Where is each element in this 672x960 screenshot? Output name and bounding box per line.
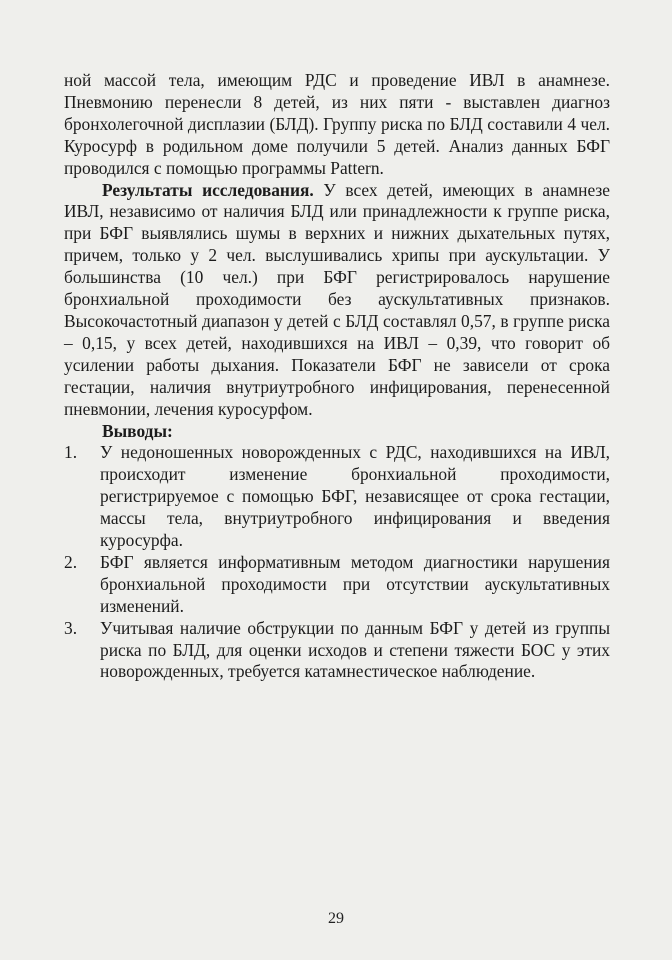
conclusions-list [64,442,610,683]
conclusion-item [64,552,610,618]
intro-paragraph: ной массой тела, имеющим РДС и проведение ИВЛ в анамнезе. Пневмонию перенесли 8 детей, из них пяти - выставлен диагноз бронхолегочной дисплазии (БЛД). Группу риска по БЛД составили 4 чел. Куросурф в родильном доме получили 5 детей. Анализ данных БФГ проводился с помощью программы Pattern. [64,70,610,178]
page-body [64,70,610,683]
results-paragraph [64,180,610,421]
conclusion-number: 1. [64,442,78,463]
conclusion-number: 3. [64,617,78,638]
results-heading: Результаты исследования. [102,179,314,200]
results-text: У всех детей, имеющих в анамнезе ИВЛ, независимо от наличия БЛД или принадлежности к группе риска, при БФГ выявлялись шумы в верхних и нижних дыхательных путях, причем, только у 2 чел. выслушивались хрипы при аускультации. У большинства (10 чел.) при БФГ регистрировалось нарушение бронхиальной проходимости без аускультативных признаков. Высокочастотный диапазон у детей с БЛД составлял 0,57, в группе риска – 0,15, у всех детей, находившихся на ИВЛ – 0,39, что говорит об усилении работы дыхания. Показатели БФГ не зависели от срока гестации, наличия внутриутробного инфицирования, перенесенной пневмонии, лечения куросурфом. [64,179,610,419]
page-number: 29 [328,910,344,927]
conclusion-text: У недоношенных новорожденных с РДС, находившихся на ИВЛ, происходит изменение бронхиальной проходимости, регистрируемое с помощью БФГ, независящее от срока гестации, массы тела, внутриутробного инфицирования и введения куросурфа. [100,442,610,551]
conclusion-text: Учитывая наличие обструкции по данным БФГ у детей из группы риска по БЛД, для оценки исходов и степени тяжести БОС у этих новорожденных, требуется катамнестическое наблюдение. [100,617,610,682]
conclusion-item [64,442,610,552]
conclusion-number: 2. [64,551,78,572]
conclusions-heading: Выводы: [102,420,173,441]
conclusion-text: БФГ является информативным методом диагностики нарушения бронхиальной проходимости при отсутствии аускультативных изменений. [100,551,610,616]
conclusion-item [64,618,610,684]
